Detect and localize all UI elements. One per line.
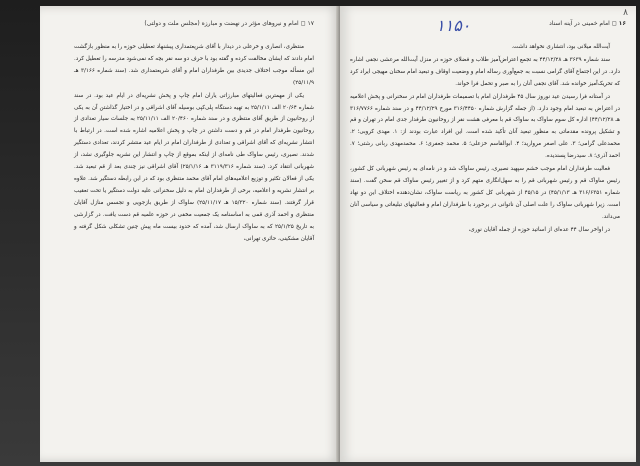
handwritten-page-number: ۱۱۵۰	[436, 16, 471, 35]
right-page-number: ۱۶	[618, 20, 626, 27]
right-page-header	[352, 20, 626, 27]
paragraph: منتظری، انصاری و خرعلی در دیدار با آقای شریعتمداری پیشنهاد تعطیلی حوزه را به منظور بازگشت امام دادند که ایشان مخالفت کرده و گفته بود با حرف دو سه نفر بچه که نمی‌شود مدرسه را تعطیل کرد. این مسأله موجب اختلاف جدیدی بین طرفداران امام و آقای شریعتمداری شد. (سند شماره ۳/۱۶۶ هـ ۲۵/۱۱/۹)	[74, 44, 314, 86]
corner-mark: ۸	[623, 8, 628, 18]
left-page	[40, 6, 340, 462]
left-running-title: امام و نیروهای مؤثر در نهضت و مبارزه (مجلس ملت و دولتی)	[144, 20, 299, 27]
right-header-separator: ◻	[609, 20, 617, 27]
left-page-number: ۱۷	[307, 20, 314, 27]
left-header-separator: ◻	[298, 20, 306, 27]
right-body-text	[350, 42, 620, 238]
paragraph: در آستانه فرا رسیدن عید نوروز سال ۴۵ طرفداران امام با تصمیمات طرفداران امام در سخنرانی و پخش اعلامیه در اعتراض به تبعید امام وجود دارد. (از جمله گزارش شماره ۳۱۶/۴۴۵۰ مورخ ۴۴/۱۲/۲۹ و در سند شماره ۳۱۶/۷۷۶۶ هـ ۴۴/۱۲/۲۸) اداره کل سوم ساواک به ساواک قم با معرفی هشت نفر از روحانیون طرفدار جدی امام در تهران و قم و تشکیل پرونده مقدماتی به منظور تبعید آنان تأکید شده است. این افراد عبارت بودند از: ۱. مهدی کروبی؛ ۲. محمدعلی گرامی؛ ۳. علی اصغر مروارید؛ ۴. ابوالقاسم خزعلی؛ ۵. محمد جعفری؛ ۶. محمدمهدی ربانی رشتی؛ ۷. احمد آذری؛ ۸. سیدرضا پسندیده.	[350, 93, 621, 160]
paragraph: یکی از مهمترین فعالیتهای مبارزاتی یاران امام چاپ و پخش نشریه‌ای در ایام عید بود. در سند شماره ۲۰/۶۴ الف ۲۵/۱/۱۱ به تهیه دستگاه پلی‌کپی بوسیله آقای اشراقی و در اختیار گذاشتن آن به یکی از روحانیون از طریق آقای منتظری و در سند شماره ۲۰/۴۶۰ الف ۲۵/۱۱/۱۱ به جلسات سیار تعدادی از روحانیون طرفدار امام در قم و دست داشتن در چاپ و پخش اعلامیه اشاره شده است. در ارتباط با انتشار نشریه‌ای که آقای اشراقی و تعدادی از طرفداران امام در ایام عید منتشر کردند، تعدادی دستگیر شدند. نصیری، رئیس ساواک طی نامه‌ای از اینکه بموقع از چاپ و انتشار این نشریه جلوگیری نشد، از شهربانی انتقاد کرد. (سند شماره ۳۱۱۹/۳۱۶ هـ ۲۵/۱/۱۶) آقای اشراقی نیز چندی بعد از قم تبعید شد. یکی از فعالان تکثیر و توزیع اعلامیه‌های امام آقای محمد منتظری بود که در این رابطه دستگیر شد. علاوه بر انتشار نشریه و اعلامیه، برخی از طرفداران امام به دلیل سخنرانی علیه دولت دستگیر یا تحت تعقیب قرار گرفتند. (سند شماره ۱۵/۳۲۰ هـ ۲۵/۱۱/۱۷) ساواک از طریق بازجویی و تجسس منازل آقایان منتظری و احمد آذری قمی به اساسنامه یک جمعیت مخفی در حوزه علمیه قم دست یافت. در گزارشی به تاریخ ۲۵/۱/۲۵ که به ساواک ارسال شد، آمده که حدود بیست ماه پیش چنین تشکلی شکل گرفته و آقایان مشکینی، حائری تهرانی،	[74, 92, 315, 242]
right-page	[340, 6, 636, 462]
right-running-title: امام خمینی در آینه اسناد	[549, 20, 610, 27]
paragraph: آیت‌الله میلانی بود، انتشاری نخواهد داشت.	[511, 44, 610, 50]
paragraph: سند شماره ۳۶۳۹ هـ ۴۴/۱۲/۲۸ به تجمع اعتراض‌آمیز طلاب و فضلای حوزه در منزل آیت‌الله مرعشی نجفی اشاره دارد. در این اجتماع آقای گرامی نسبت به جمع‌آوری رساله امام و وضعیت اوقاف و تبعید امام سخنان مهیجی ایراد کرد که تحریک‌آمیز خوانده شد. آقای نجفی آنان را به صبر و تحمل فرا خواند.	[350, 56, 620, 87]
left-page-header	[68, 20, 314, 27]
paragraph: در اواخر سال ۴۴ عده‌ای از اساتید حوزه از جمله آقایان نوری،	[468, 226, 610, 233]
paragraph: فعالیت طرفداران امام موجب خشم سپهبد نصیری، رئیس ساواک شد و در نامه‌ای به رئیس شهربانی کل کشور، رئیس ساواک قم و رئیس شهربانی قم را به سهل‌انگاری متهم کرد و از تغییر رئیس ساواک قم سخن گفت. (سند شماره ۳۱۶/۶۳۵۱ هـ ۴۵/۱/۱۳) در ۴۵/۱۵ از شهربانی کل کشور به ریاست ساواک، نشان‌دهنده اختلاف این دو نهاد است. زیرا شهربانی ساواک را علت اصلی آن ناتوانی در برخورد با طرفداران امام و فعالیتهای تبلیغاتی و سیاسی آنان می‌داند.	[350, 166, 620, 220]
left-body-text	[74, 42, 314, 246]
